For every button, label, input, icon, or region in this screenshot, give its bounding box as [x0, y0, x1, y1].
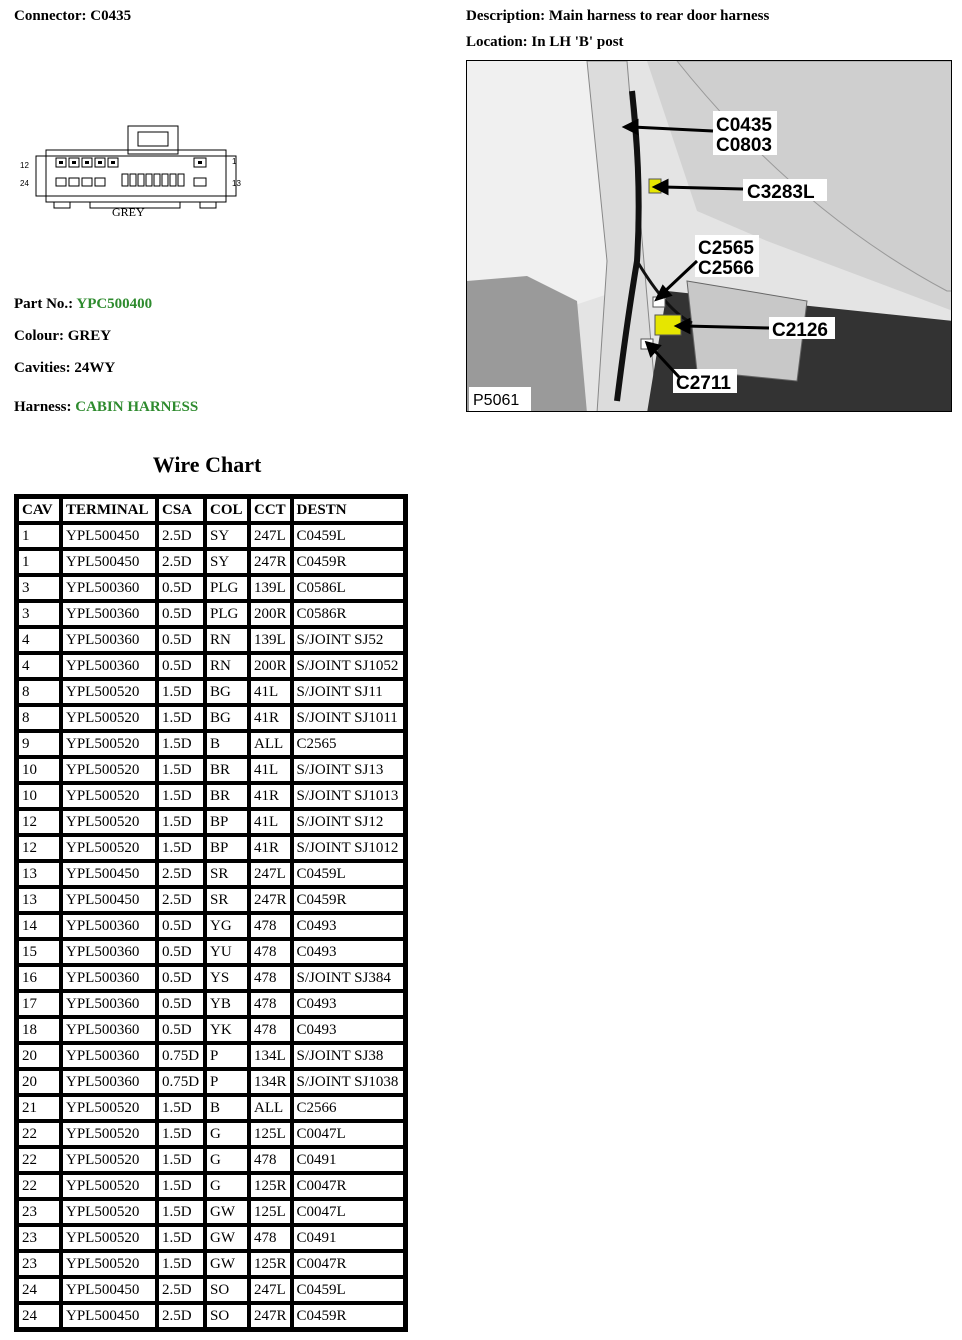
connector-title: Connector: C0435: [14, 8, 132, 24]
callout-c2566: C2566: [698, 258, 754, 279]
cell-cct: ALL: [249, 731, 292, 757]
cell-cav: 18: [17, 1017, 61, 1043]
location-photo: [466, 60, 952, 412]
cell-destn: S/JOINT SJ38: [292, 1043, 405, 1069]
cell-destn: C0047L: [292, 1199, 405, 1225]
cell-cct: 134L: [249, 1043, 292, 1069]
cell-cct: 134R: [249, 1069, 292, 1095]
wire-chart-header-row: [17, 497, 405, 523]
table-row: [17, 809, 405, 835]
pin-label-24: 24: [20, 179, 29, 188]
cell-terminal: YPL500520: [61, 1225, 157, 1251]
cell-col: YS: [205, 965, 249, 991]
wire-chart-table: [14, 494, 408, 1332]
table-row: [17, 1277, 405, 1303]
cell-csa: 1.5D: [157, 783, 205, 809]
table-row: [17, 731, 405, 757]
cell-csa: 0.5D: [157, 991, 205, 1017]
cell-destn: C0459L: [292, 523, 405, 549]
cell-cct: 41L: [249, 757, 292, 783]
cell-col: P: [205, 1069, 249, 1095]
cell-cct: ALL: [249, 1095, 292, 1121]
table-row: [17, 965, 405, 991]
cell-col: GW: [205, 1251, 249, 1277]
table-row: [17, 757, 405, 783]
cavities-label: Cavities: 24WY: [14, 360, 116, 376]
cell-cav: 1: [17, 549, 61, 575]
cell-terminal: YPL500360: [61, 1017, 157, 1043]
cell-cct: 478: [249, 965, 292, 991]
cell-terminal: YPL500360: [61, 627, 157, 653]
cell-cct: 139L: [249, 575, 292, 601]
part-number-label: Part No.:: [14, 296, 74, 312]
cell-cav: 17: [17, 991, 61, 1017]
callout-c0803: C0803: [716, 135, 772, 156]
cell-cct: 200R: [249, 653, 292, 679]
cell-csa: 1.5D: [157, 1251, 205, 1277]
cell-destn: C0586L: [292, 575, 405, 601]
cell-destn: C2566: [292, 1095, 405, 1121]
table-row: [17, 575, 405, 601]
cell-csa: 0.5D: [157, 939, 205, 965]
cell-destn: C0493: [292, 1017, 405, 1043]
cell-destn: S/JOINT SJ1013: [292, 783, 405, 809]
cell-csa: 2.5D: [157, 861, 205, 887]
cell-col: SR: [205, 887, 249, 913]
cell-cav: 3: [17, 575, 61, 601]
cell-terminal: YPL500360: [61, 939, 157, 965]
table-row: [17, 1251, 405, 1277]
cell-col: PLG: [205, 575, 249, 601]
cell-col: BG: [205, 705, 249, 731]
cell-cct: 478: [249, 913, 292, 939]
table-row: [17, 783, 405, 809]
cell-csa: 1.5D: [157, 1173, 205, 1199]
cell-col: SY: [205, 549, 249, 575]
cell-cct: 125R: [249, 1173, 292, 1199]
cell-csa: 1.5D: [157, 705, 205, 731]
part-number-value: YPC500400: [76, 296, 153, 312]
cell-terminal: YPL500360: [61, 913, 157, 939]
cell-destn: S/JOINT SJ384: [292, 965, 405, 991]
cell-destn: C2565: [292, 731, 405, 757]
cell-csa: 2.5D: [157, 1303, 205, 1329]
cell-cct: 247R: [249, 549, 292, 575]
table-row: [17, 1121, 405, 1147]
table-row: [17, 523, 405, 549]
cell-cct: 478: [249, 1147, 292, 1173]
cell-destn: C0459L: [292, 861, 405, 887]
wire-chart-title: Wire Chart: [152, 452, 262, 477]
table-row: [17, 1199, 405, 1225]
cell-terminal: YPL500520: [61, 731, 157, 757]
cell-cav: 20: [17, 1043, 61, 1069]
table-row: [17, 887, 405, 913]
cell-destn: C0459R: [292, 549, 405, 575]
cell-csa: 0.5D: [157, 913, 205, 939]
cell-terminal: YPL500450: [61, 549, 157, 575]
cell-cav: 12: [17, 835, 61, 861]
cell-col: YU: [205, 939, 249, 965]
cell-terminal: YPL500450: [61, 1277, 157, 1303]
cell-csa: 1.5D: [157, 1121, 205, 1147]
cell-csa: 1.5D: [157, 835, 205, 861]
cell-cav: 14: [17, 913, 61, 939]
cell-destn: C0459R: [292, 887, 405, 913]
pin-label-13: 13: [232, 179, 241, 188]
cell-cct: 247R: [249, 1303, 292, 1329]
cell-cav: 3: [17, 601, 61, 627]
cell-terminal: YPL500450: [61, 1303, 157, 1329]
table-row: [17, 913, 405, 939]
cell-cav: 10: [17, 783, 61, 809]
cell-cav: 9: [17, 731, 61, 757]
cell-col: BR: [205, 783, 249, 809]
cell-cct: 41L: [249, 679, 292, 705]
cell-cct: 200R: [249, 601, 292, 627]
cell-col: B: [205, 1095, 249, 1121]
callout-c2126: C2126: [772, 320, 828, 341]
table-row: [17, 1173, 405, 1199]
cell-csa: 0.75D: [157, 1069, 205, 1095]
cell-terminal: YPL500360: [61, 653, 157, 679]
cell-csa: 1.5D: [157, 679, 205, 705]
cell-csa: 2.5D: [157, 887, 205, 913]
cell-cav: 13: [17, 887, 61, 913]
header-destn: DESTN: [292, 497, 405, 523]
cell-terminal: YPL500360: [61, 575, 157, 601]
cell-col: YB: [205, 991, 249, 1017]
cell-destn: S/JOINT SJ11: [292, 679, 405, 705]
cell-terminal: YPL500450: [61, 861, 157, 887]
cell-terminal: YPL500450: [61, 523, 157, 549]
cell-cav: 10: [17, 757, 61, 783]
table-row: [17, 1095, 405, 1121]
cell-csa: 0.5D: [157, 965, 205, 991]
table-row: [17, 991, 405, 1017]
cell-cct: 125R: [249, 1251, 292, 1277]
callout-c2711: C2711: [676, 373, 731, 394]
cell-cav: 4: [17, 627, 61, 653]
cell-col: G: [205, 1147, 249, 1173]
cell-col: GW: [205, 1199, 249, 1225]
cell-cav: 13: [17, 861, 61, 887]
cell-csa: 0.5D: [157, 627, 205, 653]
cell-terminal: YPL500520: [61, 809, 157, 835]
table-row: [17, 835, 405, 861]
cell-cct: 247L: [249, 1277, 292, 1303]
cell-destn: C0493: [292, 913, 405, 939]
header-csa: CSA: [157, 497, 205, 523]
cell-col: SO: [205, 1303, 249, 1329]
cell-destn: S/JOINT SJ12: [292, 809, 405, 835]
cell-destn: S/JOINT SJ13: [292, 757, 405, 783]
cell-terminal: YPL500520: [61, 1251, 157, 1277]
cell-col: G: [205, 1121, 249, 1147]
cell-destn: S/JOINT SJ1052: [292, 653, 405, 679]
cell-col: SY: [205, 523, 249, 549]
cell-cct: 478: [249, 991, 292, 1017]
header-terminal: TERMINAL: [61, 497, 157, 523]
table-row: [17, 601, 405, 627]
table-row: [17, 1147, 405, 1173]
cell-cav: 15: [17, 939, 61, 965]
cell-destn: C0047R: [292, 1173, 405, 1199]
header-cct: CCT: [249, 497, 292, 523]
cell-destn: S/JOINT SJ1038: [292, 1069, 405, 1095]
diagram-colour-label: GREY: [112, 205, 145, 219]
table-row: [17, 653, 405, 679]
cell-cav: 24: [17, 1303, 61, 1329]
cell-csa: 1.5D: [157, 731, 205, 757]
cell-csa: 2.5D: [157, 523, 205, 549]
cell-terminal: YPL500520: [61, 783, 157, 809]
cell-cav: 8: [17, 679, 61, 705]
cell-col: G: [205, 1173, 249, 1199]
cell-col: BP: [205, 809, 249, 835]
cell-cct: 41R: [249, 783, 292, 809]
cell-csa: 2.5D: [157, 1277, 205, 1303]
cell-destn: C0491: [292, 1147, 405, 1173]
callout-c3283l: C3283L: [747, 182, 815, 203]
table-row: [17, 939, 405, 965]
cell-terminal: YPL500520: [61, 1147, 157, 1173]
cell-col: RN: [205, 627, 249, 653]
cell-cct: 41R: [249, 705, 292, 731]
cell-col: PLG: [205, 601, 249, 627]
cell-col: BG: [205, 679, 249, 705]
cell-cct: 41L: [249, 809, 292, 835]
cell-col: SO: [205, 1277, 249, 1303]
cell-cav: 23: [17, 1199, 61, 1225]
header-cav: CAV: [17, 497, 61, 523]
cell-csa: 1.5D: [157, 809, 205, 835]
cell-cav: 23: [17, 1225, 61, 1251]
cell-terminal: YPL500360: [61, 965, 157, 991]
harness: [14, 399, 198, 416]
table-row: [17, 1043, 405, 1069]
cell-cct: 139L: [249, 627, 292, 653]
harness-value: CABIN HARNESS: [75, 399, 199, 415]
cell-col: RN: [205, 653, 249, 679]
cell-destn: C0493: [292, 939, 405, 965]
cell-cct: 247R: [249, 887, 292, 913]
cell-terminal: YPL500360: [61, 1043, 157, 1069]
table-row: [17, 1225, 405, 1251]
description-label: Description: Main harness to rear door harness: [466, 8, 770, 24]
cell-terminal: YPL500520: [61, 1095, 157, 1121]
cell-cct: 247L: [249, 861, 292, 887]
cell-cav: 1: [17, 523, 61, 549]
table-row: [17, 549, 405, 575]
cell-cav: 12: [17, 809, 61, 835]
cell-cav: 22: [17, 1173, 61, 1199]
cell-destn: S/JOINT SJ1011: [292, 705, 405, 731]
cell-terminal: YPL500360: [61, 991, 157, 1017]
cell-terminal: YPL500520: [61, 705, 157, 731]
cell-cav: 21: [17, 1095, 61, 1121]
cell-csa: 0.5D: [157, 1017, 205, 1043]
cell-col: P: [205, 1043, 249, 1069]
cell-cav: 22: [17, 1147, 61, 1173]
cell-csa: 1.5D: [157, 1147, 205, 1173]
cell-terminal: YPL500360: [61, 601, 157, 627]
cell-col: SR: [205, 861, 249, 887]
cell-terminal: YPL500520: [61, 1199, 157, 1225]
cell-cav: 20: [17, 1069, 61, 1095]
cell-cct: 478: [249, 1017, 292, 1043]
harness-label: Harness:: [14, 399, 72, 415]
callout-c0435: C0435: [716, 115, 772, 136]
cell-destn: C0459L: [292, 1277, 405, 1303]
cell-cct: 125L: [249, 1121, 292, 1147]
wire-chart-body: [17, 523, 405, 1329]
pin-label-12: 12: [20, 161, 29, 170]
cell-cav: 16: [17, 965, 61, 991]
header-col: COL: [205, 497, 249, 523]
cell-destn: C0491: [292, 1225, 405, 1251]
cell-terminal: YPL500520: [61, 679, 157, 705]
cell-col: BP: [205, 835, 249, 861]
part-number: [14, 296, 152, 313]
location-photo-drawing: [467, 61, 952, 412]
cell-destn: S/JOINT SJ52: [292, 627, 405, 653]
cell-col: BR: [205, 757, 249, 783]
cell-terminal: YPL500450: [61, 887, 157, 913]
cell-csa: 2.5D: [157, 549, 205, 575]
cell-cav: 24: [17, 1277, 61, 1303]
table-row: [17, 1017, 405, 1043]
photo-id-label: P5061: [473, 392, 520, 409]
cell-terminal: YPL500520: [61, 757, 157, 783]
cell-terminal: YPL500520: [61, 1121, 157, 1147]
cell-col: B: [205, 731, 249, 757]
pin-label-1: 1: [232, 157, 237, 166]
cell-terminal: YPL500520: [61, 835, 157, 861]
location-label: Location: In LH 'B' post: [466, 34, 624, 50]
cell-cct: 478: [249, 1225, 292, 1251]
cell-csa: 0.5D: [157, 653, 205, 679]
table-row: [17, 1069, 405, 1095]
connector-drawing: [14, 120, 254, 224]
cell-cct: 41R: [249, 835, 292, 861]
cell-destn: C0047R: [292, 1251, 405, 1277]
table-row: [17, 679, 405, 705]
cell-csa: 0.5D: [157, 575, 205, 601]
cell-cav: 22: [17, 1121, 61, 1147]
cell-terminal: YPL500360: [61, 1069, 157, 1095]
table-row: [17, 1303, 405, 1329]
cell-cav: 4: [17, 653, 61, 679]
cell-cct: 247L: [249, 523, 292, 549]
connector-face-diagram: [14, 120, 254, 224]
callout-c2565: C2565: [698, 238, 754, 259]
table-row: [17, 627, 405, 653]
cell-csa: 0.75D: [157, 1043, 205, 1069]
cell-cav: 23: [17, 1251, 61, 1277]
cell-destn: C0586R: [292, 601, 405, 627]
cell-terminal: YPL500520: [61, 1173, 157, 1199]
colour-label: Colour: GREY: [14, 328, 112, 344]
cell-csa: 1.5D: [157, 1225, 205, 1251]
cell-cct: 125L: [249, 1199, 292, 1225]
table-row: [17, 861, 405, 887]
table-row: [17, 705, 405, 731]
cell-csa: 1.5D: [157, 1095, 205, 1121]
cell-col: GW: [205, 1225, 249, 1251]
cell-col: YK: [205, 1017, 249, 1043]
cell-destn: S/JOINT SJ1012: [292, 835, 405, 861]
cell-csa: 1.5D: [157, 1199, 205, 1225]
cell-csa: 1.5D: [157, 757, 205, 783]
cell-col: YG: [205, 913, 249, 939]
cell-csa: 0.5D: [157, 601, 205, 627]
cell-cav: 8: [17, 705, 61, 731]
cell-cct: 478: [249, 939, 292, 965]
cell-destn: C0459R: [292, 1303, 405, 1329]
cell-destn: C0047L: [292, 1121, 405, 1147]
cell-destn: C0493: [292, 991, 405, 1017]
